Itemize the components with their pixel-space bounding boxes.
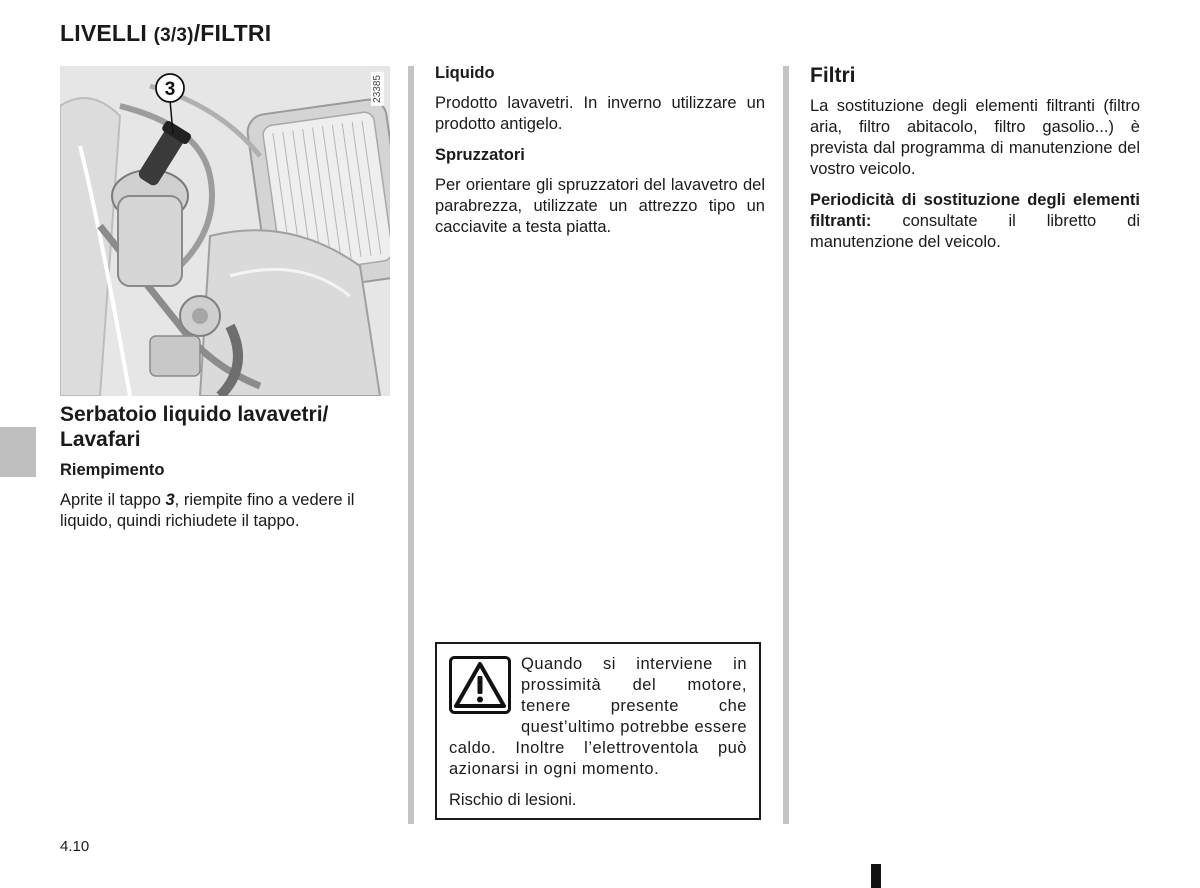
column-divider-left xyxy=(408,66,414,824)
filters-periodicity-lead: Periodicità di sostituzione degli elementi filtranti: xyxy=(810,191,1140,230)
column-1 xyxy=(60,402,392,542)
warning-text: Quando si interviene in prossimità del motore, tenere presente che quest’ultimo potrebbe essere caldo. Inoltre l’elettroventola può azionarsi in ogni momento. xyxy=(449,655,747,778)
filling-reference-3: 3 xyxy=(165,491,175,509)
warning-risk: Rischio di lesioni. xyxy=(449,791,577,809)
filters-paragraph: La sostituzione degli elementi filtranti (filtro aria, filtro abitacolo, filtro gasolio...) è prevista dal programma di manutenzione del vostro veicolo. xyxy=(810,97,1140,178)
washer-reservoir-heading: Serbatoio liquido lavavetri/ Lavafari xyxy=(60,403,329,451)
filters-periodicity-text: consultate il libretto di manutenzione del veicolo. xyxy=(810,212,1140,251)
figure-code: 23385 xyxy=(371,72,384,106)
column-2 xyxy=(435,63,765,248)
sprayers-paragraph: Per orientare gli spruzzatori del lavavetro del parabrezza, utilizzate un attrezzo tipo un cacciavite a testa piatta. xyxy=(435,176,765,236)
figure-callout-3: 3 xyxy=(164,79,176,100)
engine-bay-drawing xyxy=(60,66,390,396)
fluid-subheading: Liquido xyxy=(435,64,495,82)
warning-triangle-icon xyxy=(449,656,511,714)
warning-box xyxy=(435,642,761,820)
column-divider-right xyxy=(783,66,789,824)
fluid-paragraph: Prodotto lavavetri. In inverno utilizzare un prodotto antigelo. xyxy=(435,94,765,133)
engine-bay-illustration xyxy=(60,66,390,396)
page-edge-mark xyxy=(871,864,881,888)
sprayers-subheading: Spruzzatori xyxy=(435,146,525,164)
page-number: 4.10 xyxy=(60,838,90,855)
filling-paragraph xyxy=(60,490,392,532)
title-tail: /FILTRI xyxy=(193,20,272,46)
filters-heading: Filtri xyxy=(810,64,856,87)
section-tab-marker xyxy=(0,427,36,477)
title-part: (3/3) xyxy=(153,25,194,46)
filters-periodicity-paragraph xyxy=(810,190,1140,253)
page-title xyxy=(60,20,271,47)
filling-subheading: Riempimento xyxy=(60,461,165,479)
column-3 xyxy=(810,63,1140,263)
filling-text-end: , riempite fino a vedere il liquido, quindi richiudete il tappo. xyxy=(60,491,355,530)
title-main: LIVELLI xyxy=(60,20,154,46)
filling-text-start: Aprite il tappo xyxy=(60,491,166,509)
